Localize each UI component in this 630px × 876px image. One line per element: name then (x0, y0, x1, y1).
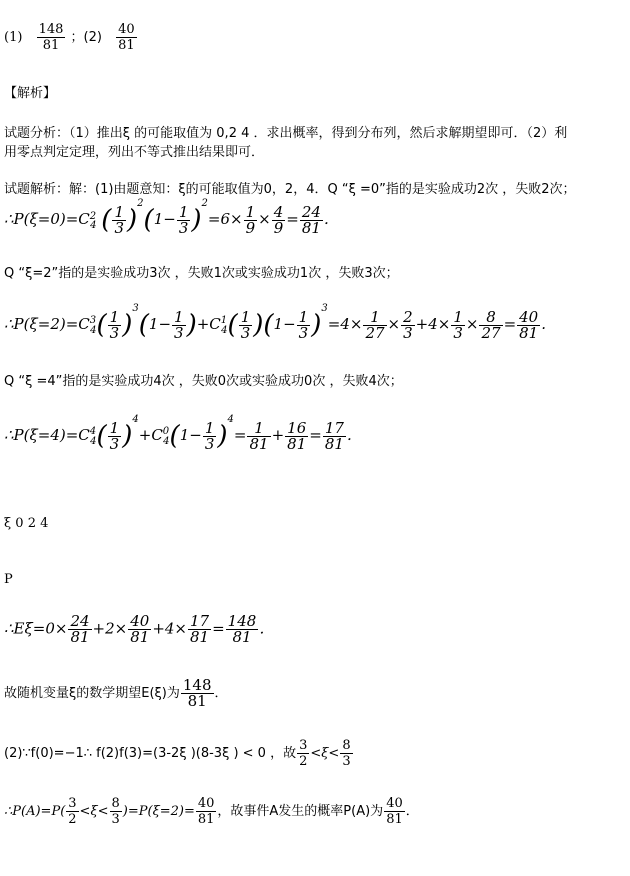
solution-line: 试题解析：解：(1)由题意知：ξ的可能取值为0，2，4．Q “ξ =0”指的是实验成功2次 ，失败2次； (4, 182, 576, 197)
answer-separator: ；(2) (70, 30, 102, 45)
answer-part1-label: (1) (4, 30, 23, 45)
analysis-line-1: 试题分析：（1）推出ξ 的可能取值为 0,2 4 ．求出概率，得到分布列，然后求解期望即可．（2）利 (4, 126, 568, 141)
expectation-conclusion: 故随机变量ξ的数学期望E(ξ)为 $\frac{148}{81}$ ． (4, 676, 228, 710)
expectation-equation: ∴Eξ=0× $\frac{24}{81}$ +2× $\frac{40}{81}$ +4× $\frac{17}{81}$ = $\frac{148}{81}$ ． (4, 612, 275, 646)
jiexi-heading: 【解析】 (4, 86, 57, 101)
part2-line: (2)∵f(0)=−1∴ f(2)f(3)=(3-2ξ )(8-3ξ ) < 0 ，故 $\frac{3}{2}$ <ξ< $\frac{8}{3}$ (4, 738, 351, 769)
answer-fraction-2: $\frac{40}{81}$ (118, 22, 135, 53)
q-line-xi-4: Q “ξ =4”指的是实验成功4次 ，失败0次或实验成功0次 ，失败4次； (4, 374, 403, 389)
distribution-p-row: P (4, 572, 13, 587)
answer-line (4, 22, 138, 53)
q-line-xi-2: Q “ξ=2”指的是实验成功3次 ，失败1次或实验成功1次 ，失败3次； (4, 266, 399, 281)
equation-p0: $\therefore P(\xi=0)=C^2_4$ ( $\frac{1}{3}$ )$^2$(1− $\frac{1}{3}$ )$^2$=6× $\frac{1}{9}$ × $\frac{4}{9}$ = $\frac{24}{81}$ ． (4, 198, 339, 237)
equation-p2: $\therefore P(\xi=2)=C^3_4$( $\frac{1}{3}$ )$^3$(1− $\frac{1}{3}$ )$+C^1_4$( $\frac{1}{3}$ )(1− $\frac{1}{3}$ )$^3$=4× $\frac{1}{27}$ × $\frac{2}{3}$ +4× $\frac{1}{3}$ × $\frac{8}{27}$ = $\frac{40}{81}$ . (4, 303, 547, 342)
analysis-line-2: 用零点判定定理，列出不等式推出结果即可． (4, 145, 265, 160)
equation-p4: $\therefore P(\xi=4)=C^4_4$( $\frac{1}{3}$ )$^4+C^0_4(1-$ $\frac{1}{3}$ )$^4$= $\frac{1}{81}$ + $\frac{16}{81}$ = $\frac{17}{81}$ ． (4, 414, 362, 453)
distribution-xi-row: ξ 0 2 4 (4, 516, 49, 531)
answer-fraction-1: $\frac{148}{81}$ (38, 22, 64, 53)
final-line: ∴P(A)=P( $\frac{3}{2}$ <ξ< $\frac{8}{3}$ )=P(ξ=2)= $\frac{40}{81}$ ，故事件A发生的概率P(A)为 $\frac{40}{81}$ ． (4, 796, 419, 827)
